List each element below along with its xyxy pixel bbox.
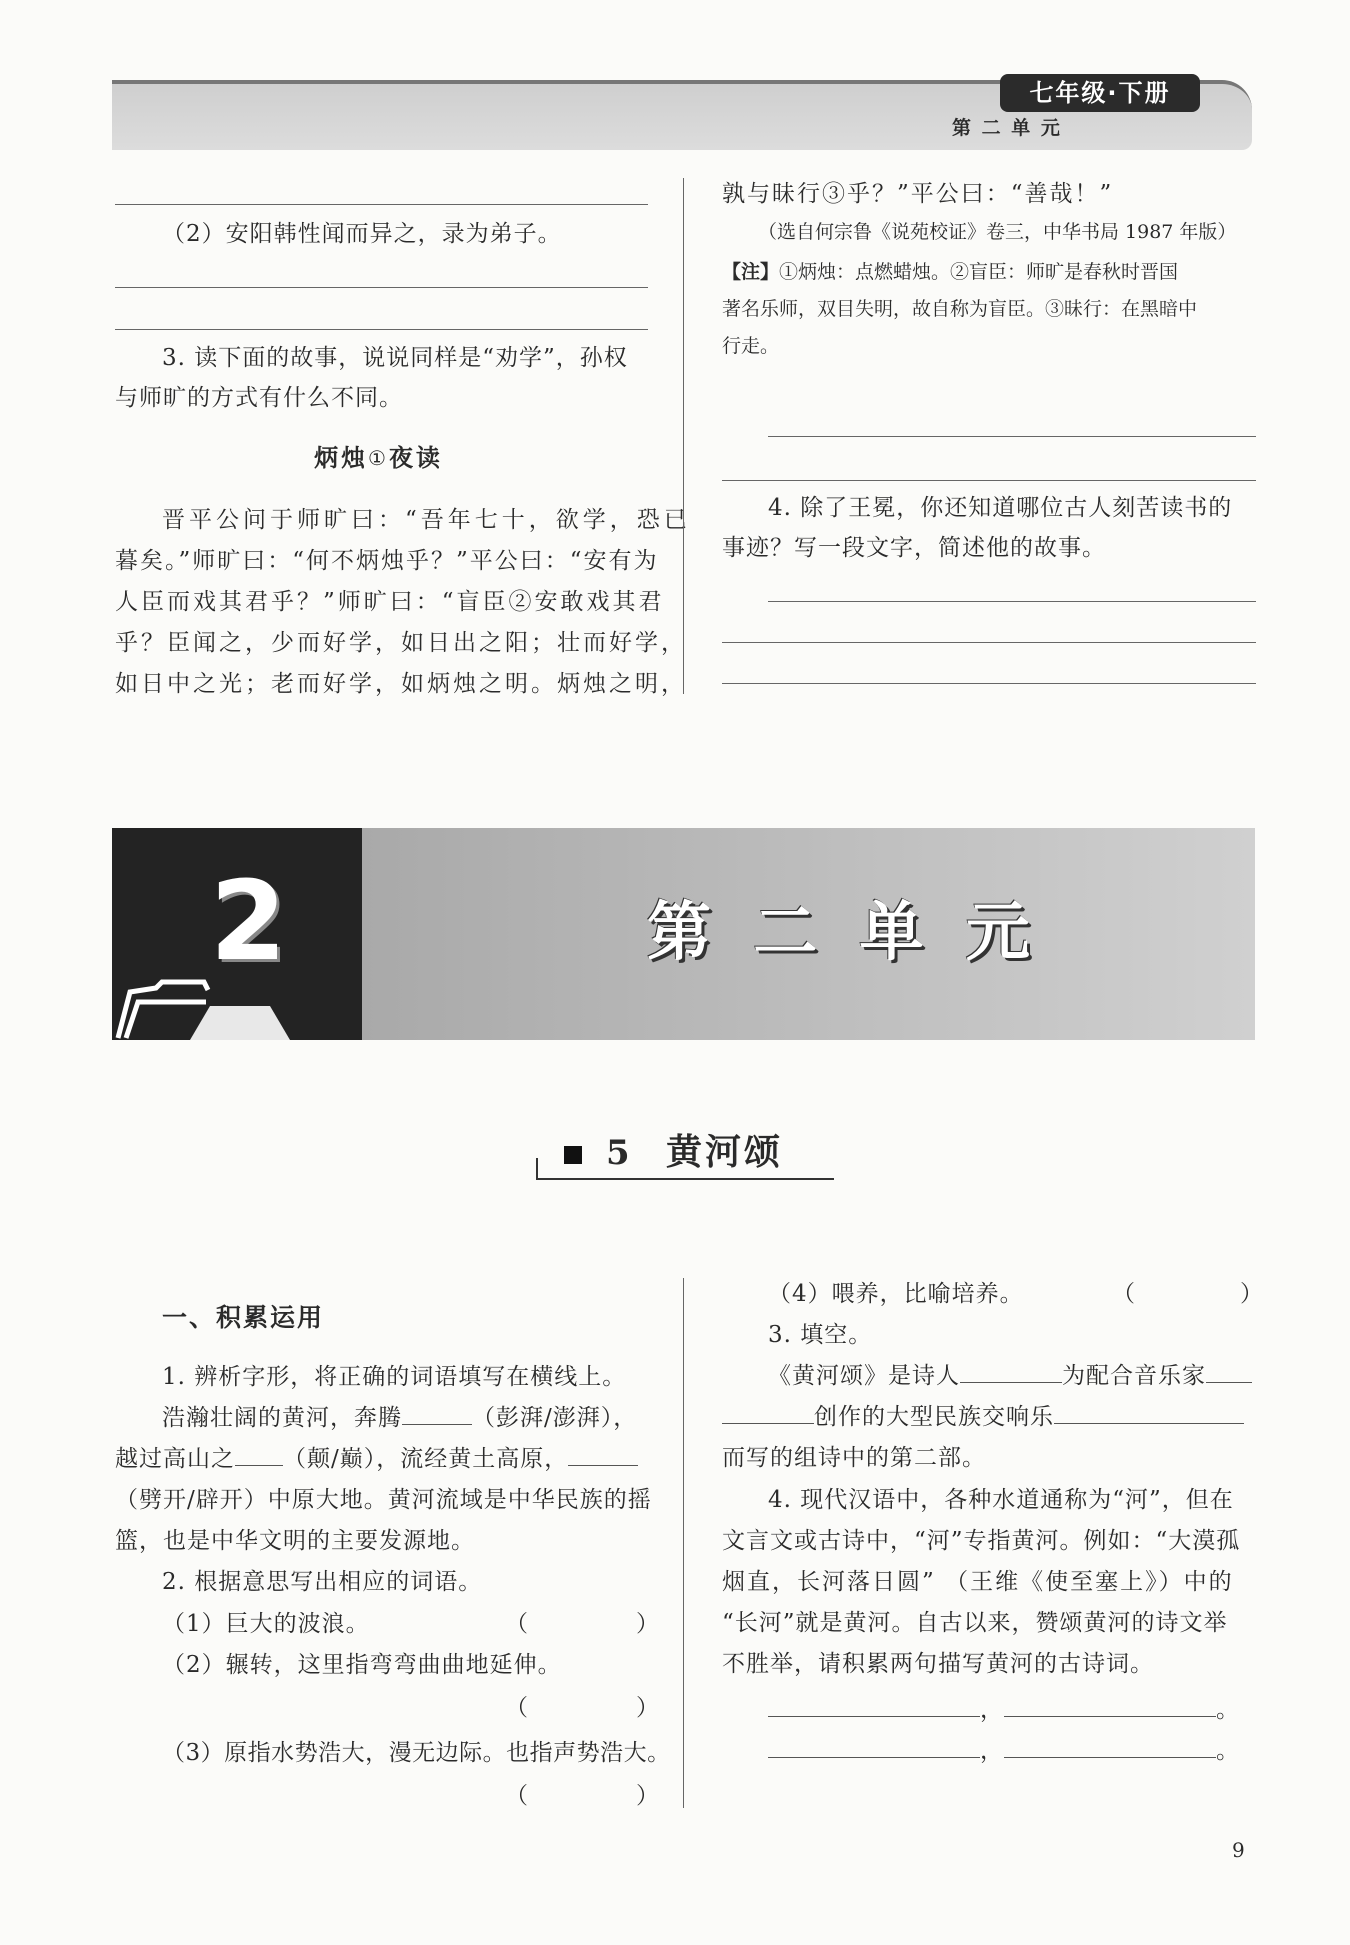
question-2: 2. 根据意思写出相应的词语。 bbox=[162, 1569, 483, 1595]
question-3-line: 《黄河颂》是诗人 为配合音乐家 bbox=[768, 1356, 1252, 1396]
question-1: 1. 辨析字形，将正确的词语填写在横线上。 bbox=[162, 1364, 627, 1390]
answer-line[interactable] bbox=[115, 287, 648, 288]
story-notes bbox=[722, 254, 1197, 365]
question-3: 3. 填空。 bbox=[768, 1322, 873, 1348]
unit-title: 第 二 单 元 bbox=[647, 895, 1040, 970]
question-3-line: 创作的大型民族交响乐 bbox=[722, 1397, 1244, 1437]
question-2-item: （3）原指水势浩大，漫无边际。也指声势浩大。 bbox=[162, 1740, 671, 1766]
story-line: 人臣而戏其君乎？”师旷曰：“盲臣②安敢戏其君 bbox=[115, 589, 665, 615]
question-4-line2: 事迹？写一段文字，简述他的故事。 bbox=[722, 535, 1106, 561]
question-1-line: 篮，也是中华文明的主要发源地。 bbox=[115, 1528, 475, 1554]
section-heading: 一、积累运用 bbox=[162, 1303, 325, 1332]
unit-banner bbox=[112, 828, 1255, 1040]
question-2-item: （4）喂养，比喻培养。 bbox=[768, 1281, 1024, 1307]
unit-label: 第 二 单 元 bbox=[952, 117, 1062, 139]
fill-blank[interactable] bbox=[235, 1439, 283, 1466]
folder-tab-icon bbox=[190, 994, 290, 1040]
answer-line[interactable] bbox=[115, 204, 648, 205]
poem-answer-line: ， 。 bbox=[768, 1731, 1240, 1771]
fill-blank[interactable] bbox=[1206, 1356, 1252, 1383]
story-line: 暮矣。”师旷曰：“何不炳烛乎？”平公曰：“安有为 bbox=[115, 548, 659, 574]
fill-blank[interactable] bbox=[568, 1439, 638, 1466]
question-3-line1: 3. 读下面的故事，说说同样是“劝学”，孙权 bbox=[162, 345, 628, 371]
note-line: 行走。 bbox=[722, 335, 780, 357]
note-label: 【注】 bbox=[722, 261, 780, 283]
column-divider bbox=[683, 1278, 684, 1808]
question-4-line: 烟直，长河落日圆” （王维《使至塞上》）中的 bbox=[722, 1569, 1234, 1595]
question-4-line: 4. 现代汉语中，各种水道通称为“河”，但在 bbox=[768, 1487, 1234, 1513]
question-4-line: 不胜举，请积累两句描写黄河的古诗词。 bbox=[722, 1651, 1154, 1677]
square-bullet-icon bbox=[564, 1146, 582, 1164]
answer-line[interactable] bbox=[722, 683, 1256, 684]
question-2-item: （1）巨大的波浪。 bbox=[162, 1611, 370, 1637]
fill-blank[interactable] bbox=[768, 1731, 980, 1758]
answer-line[interactable] bbox=[722, 642, 1256, 643]
question-4-line: 文言文或古诗中，“河”专指黄河。例如：“大漠孤 bbox=[722, 1528, 1241, 1554]
question-3-line: 而写的组诗中的第二部。 bbox=[722, 1445, 986, 1471]
fill-blank[interactable] bbox=[722, 1397, 814, 1424]
fill-blank[interactable] bbox=[960, 1356, 1062, 1383]
question-item-2: （2）安阳韩性闻而异之，录为弟子。 bbox=[162, 221, 562, 247]
answer-paren-close[interactable]: ） bbox=[636, 1611, 660, 1637]
answer-line[interactable] bbox=[722, 480, 1256, 481]
story-title-part1: 炳烛 bbox=[314, 443, 368, 472]
column-divider bbox=[683, 178, 684, 694]
answer-paren-open[interactable]: （ bbox=[1112, 1281, 1136, 1307]
note-line: 著名乐师，双目失明，故自称为盲臣。③昧行：在黑暗中 bbox=[722, 298, 1198, 320]
story-title-note-mark: ① bbox=[368, 446, 389, 470]
poem-answer-line: ， 。 bbox=[768, 1690, 1240, 1730]
story-title bbox=[314, 438, 443, 478]
answer-line[interactable] bbox=[115, 329, 648, 330]
lesson-number: 5 bbox=[606, 1133, 630, 1173]
page-number: 9 bbox=[1232, 1838, 1245, 1862]
answer-line[interactable] bbox=[768, 436, 1256, 437]
question-3-line2: 与师旷的方式有什么不同。 bbox=[115, 385, 403, 411]
unit-number: 2 bbox=[210, 857, 287, 985]
lesson-name: 黄河颂 bbox=[666, 1131, 784, 1173]
question-1-line: 越过高山之 （颠/巅），流经黄土高原， bbox=[115, 1439, 638, 1479]
answer-paren-open[interactable]: （ bbox=[505, 1695, 529, 1721]
story-line: 乎？臣闻之，少而好学，如日出之阳；壮而好学， bbox=[115, 630, 687, 656]
story-line: 如日中之光；老而好学，如炳烛之明。炳烛之明， bbox=[115, 671, 687, 697]
question-1-line: 浩瀚壮阔的黄河，奔腾 （彭湃/澎湃）， bbox=[162, 1398, 637, 1438]
fill-blank[interactable] bbox=[1054, 1397, 1244, 1424]
question-2-item: （2）辗转，这里指弯弯曲曲地延伸。 bbox=[162, 1652, 562, 1678]
answer-paren-close[interactable]: ） bbox=[1240, 1281, 1264, 1307]
note-line: 【注】①炳烛：点燃蜡烛。②盲臣：师旷是春秋时晋国 bbox=[722, 261, 1179, 283]
story-end: 孰与昧行③乎？”平公曰：“善哉！” bbox=[722, 181, 1114, 207]
question-1-line: （劈开/辟开）中原大地。黄河流域是中华民族的摇 bbox=[115, 1487, 652, 1513]
answer-paren-open[interactable]: （ bbox=[505, 1611, 529, 1637]
lesson-title bbox=[536, 1122, 832, 1180]
page-header bbox=[112, 80, 1262, 146]
fill-blank[interactable] bbox=[768, 1690, 980, 1717]
answer-paren-close[interactable]: ） bbox=[636, 1783, 660, 1809]
fill-blank[interactable] bbox=[1004, 1690, 1216, 1717]
story-source: （选自何宗鲁《说苑校证》卷三，中华书局 1987 年版） bbox=[758, 221, 1237, 243]
story-line: 晋平公问于师旷曰：“吾年七十，欲学，恐已 bbox=[162, 507, 691, 533]
grade-tag: 七年级·下册 bbox=[1000, 74, 1200, 112]
fill-blank[interactable] bbox=[402, 1398, 472, 1425]
fill-blank[interactable] bbox=[1004, 1731, 1216, 1758]
story-title-part2: 夜读 bbox=[388, 443, 443, 472]
answer-paren-close[interactable]: ） bbox=[636, 1695, 660, 1721]
answer-line[interactable] bbox=[768, 601, 1256, 602]
question-4-line: “长河”就是黄河。自古以来，赞颂黄河的诗文举 bbox=[722, 1610, 1228, 1636]
answer-paren-open[interactable]: （ bbox=[505, 1783, 529, 1809]
question-4-line1: 4. 除了王冕，你还知道哪位古人刻苦读书的 bbox=[768, 495, 1233, 521]
